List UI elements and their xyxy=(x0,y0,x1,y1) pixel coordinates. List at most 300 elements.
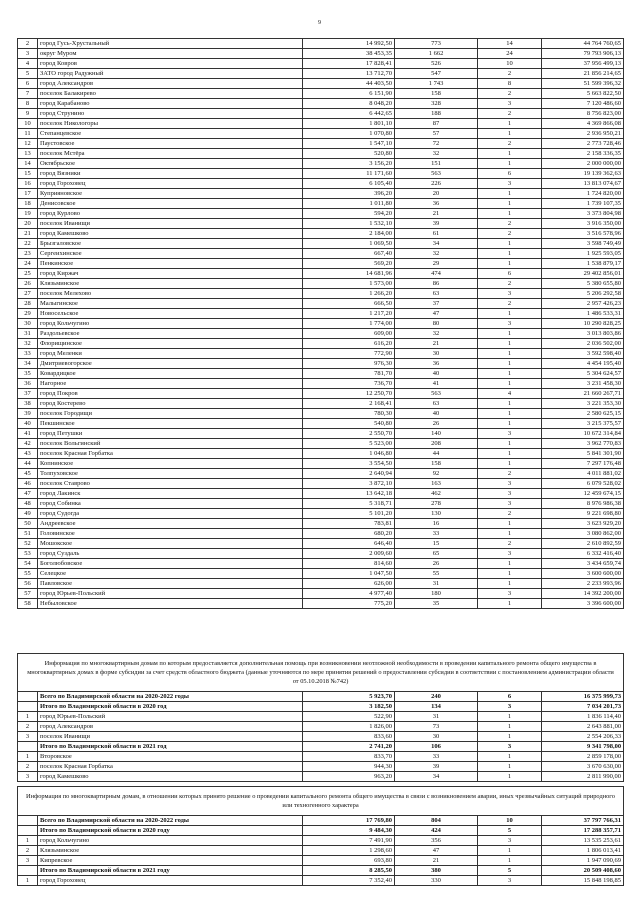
table-row xyxy=(18,692,624,702)
amount-value: 9 341 798,00 xyxy=(542,742,624,752)
municipality-name: Денисовское xyxy=(38,199,303,209)
buildings-count: 2 xyxy=(478,109,542,119)
row-number: 56 xyxy=(18,579,38,589)
buildings-count: 2 xyxy=(478,509,542,519)
row-number: 52 xyxy=(18,539,38,549)
buildings-count: 3 xyxy=(478,589,542,599)
area-value: 14 992,50 xyxy=(303,39,395,49)
row-number: 21 xyxy=(18,229,38,239)
municipality-name: поселок Мстёра xyxy=(38,149,303,159)
buildings-count: 1 xyxy=(478,119,542,129)
amount-value: 20 509 408,60 xyxy=(542,866,624,876)
residents-count: 163 xyxy=(395,479,478,489)
row-number: 20 xyxy=(18,219,38,229)
table-row xyxy=(18,299,624,309)
row-number: 58 xyxy=(18,599,38,609)
row-number: 33 xyxy=(18,349,38,359)
table-row xyxy=(18,429,624,439)
row-number: 55 xyxy=(18,569,38,579)
table-row xyxy=(18,539,624,549)
area-value: 17 769,80 xyxy=(303,816,395,826)
row-number: 23 xyxy=(18,249,38,259)
table-row xyxy=(18,549,624,559)
area-value: 8 285,50 xyxy=(303,866,395,876)
row-number: 50 xyxy=(18,519,38,529)
row-number: 24 xyxy=(18,259,38,269)
residents-count: 804 xyxy=(395,816,478,826)
municipality-name: Пекшинское xyxy=(38,419,303,429)
table-row xyxy=(18,399,624,409)
amount-value: 5 663 822,50 xyxy=(542,89,624,99)
municipality-name: поселок Никологоры xyxy=(38,119,303,129)
municipality-name: Итого по Владимирской области в 2021 году xyxy=(38,866,303,876)
amount-value: 3 434 659,74 xyxy=(542,559,624,569)
row-number: 54 xyxy=(18,559,38,569)
buildings-count: 6 xyxy=(478,169,542,179)
amount-value: 1 538 879,17 xyxy=(542,259,624,269)
table-row xyxy=(18,599,624,609)
row-number: 19 xyxy=(18,209,38,219)
buildings-count: 2 xyxy=(478,229,542,239)
table-row xyxy=(18,379,624,389)
municipality-name: поселок Иванищи xyxy=(38,732,303,742)
municipality-name: Октябрьское xyxy=(38,159,303,169)
buildings-count: 14 xyxy=(478,39,542,49)
area-value: 14 681,96 xyxy=(303,269,395,279)
municipality-name: Всего по Владимирской области на 2020-2022 годы xyxy=(38,692,303,702)
buildings-count: 1 xyxy=(478,159,542,169)
table-row xyxy=(18,309,624,319)
amount-value: 1 925 593,05 xyxy=(542,249,624,259)
table-row xyxy=(18,89,624,99)
area-value: 3 156,20 xyxy=(303,159,395,169)
area-value: 2 168,41 xyxy=(303,399,395,409)
table-row xyxy=(18,876,624,886)
municipality-name: поселок Ставрово xyxy=(38,479,303,489)
municipality-name: Куприяновское xyxy=(38,189,303,199)
area-value: 944,30 xyxy=(303,762,395,772)
area-value: 783,81 xyxy=(303,519,395,529)
row-number: 30 xyxy=(18,319,38,329)
area-value: 5 523,00 xyxy=(303,439,395,449)
area-value: 3 554,50 xyxy=(303,459,395,469)
municipality-name: Флорищинское xyxy=(38,339,303,349)
row-number: 1 xyxy=(18,712,38,722)
residents-count: 33 xyxy=(395,529,478,539)
amount-value: 17 288 357,71 xyxy=(542,826,624,836)
municipality-name: город Вязники xyxy=(38,169,303,179)
table-row xyxy=(18,762,624,772)
municipality-name: город Меленки xyxy=(38,349,303,359)
amount-value: 2 158 336,35 xyxy=(542,149,624,159)
buildings-count: 1 xyxy=(478,329,542,339)
area-value: 2 741,20 xyxy=(303,742,395,752)
residents-count: 16 xyxy=(395,519,478,529)
amount-value: 13 813 074,67 xyxy=(542,179,624,189)
residents-count: 63 xyxy=(395,399,478,409)
row-number: 14 xyxy=(18,159,38,169)
area-value: 736,70 xyxy=(303,379,395,389)
residents-count: 31 xyxy=(395,712,478,722)
residents-count: 35 xyxy=(395,599,478,609)
amount-value: 14 392 200,00 xyxy=(542,589,624,599)
table-row xyxy=(18,732,624,742)
table-row xyxy=(18,119,624,129)
municipality-name: город Струнино xyxy=(38,109,303,119)
amount-value: 10 290 828,25 xyxy=(542,319,624,329)
row-number: 10 xyxy=(18,119,38,129)
municipality-name: город Киржач xyxy=(38,269,303,279)
residents-count: 30 xyxy=(395,732,478,742)
area-value: 13 712,70 xyxy=(303,69,395,79)
area-value: 626,00 xyxy=(303,579,395,589)
row-number: 46 xyxy=(18,479,38,489)
buildings-count: 4 xyxy=(478,389,542,399)
buildings-count: 3 xyxy=(478,702,542,712)
amount-value: 4 011 881,02 xyxy=(542,469,624,479)
municipality-name: Небыловское xyxy=(38,599,303,609)
area-value: 5 101,20 xyxy=(303,509,395,519)
residents-count: 158 xyxy=(395,459,478,469)
table-row xyxy=(18,449,624,459)
municipality-name: город Камешково xyxy=(38,229,303,239)
row-number: 4 xyxy=(18,59,38,69)
table-row xyxy=(18,569,624,579)
residents-count: 773 xyxy=(395,39,478,49)
area-value: 3 182,50 xyxy=(303,702,395,712)
table-row xyxy=(18,856,624,866)
amount-value: 6 332 416,40 xyxy=(542,549,624,559)
residents-count: 34 xyxy=(395,239,478,249)
row-number: 9 xyxy=(18,109,38,119)
row-number: 3 xyxy=(18,49,38,59)
area-value: 814,60 xyxy=(303,559,395,569)
buildings-count: 2 xyxy=(478,89,542,99)
amount-value: 29 402 856,01 xyxy=(542,269,624,279)
area-value: 963,20 xyxy=(303,772,395,782)
area-value: 1 573,00 xyxy=(303,279,395,289)
amount-value: 2 580 625,15 xyxy=(542,409,624,419)
buildings-count: 3 xyxy=(478,319,542,329)
area-value: 1 217,20 xyxy=(303,309,395,319)
amount-value: 2 957 426,23 xyxy=(542,299,624,309)
buildings-count: 1 xyxy=(478,529,542,539)
amount-value: 2 610 892,59 xyxy=(542,539,624,549)
area-value: 2 550,70 xyxy=(303,429,395,439)
buildings-count: 2 xyxy=(478,219,542,229)
row-number: 17 xyxy=(18,189,38,199)
residents-count: 65 xyxy=(395,549,478,559)
municipality-name: Итого по Владимирской области в 2020 год xyxy=(38,702,303,712)
area-value: 2 640,94 xyxy=(303,469,395,479)
buildings-count: 6 xyxy=(478,269,542,279)
amount-value: 2 936 950,21 xyxy=(542,129,624,139)
residents-count: 55 xyxy=(395,569,478,579)
table-row xyxy=(18,319,624,329)
buildings-count: 1 xyxy=(478,149,542,159)
table-row xyxy=(18,179,624,189)
residents-count: 563 xyxy=(395,169,478,179)
municipality-name: Клязьминское xyxy=(38,279,303,289)
area-value: 5 318,71 xyxy=(303,499,395,509)
buildings-count: 3 xyxy=(478,289,542,299)
municipality-name: город Покров xyxy=(38,389,303,399)
residents-count: 47 xyxy=(395,846,478,856)
amount-value: 8 976 986,38 xyxy=(542,499,624,509)
row-number: 3 xyxy=(18,856,38,866)
row-number: 35 xyxy=(18,369,38,379)
area-value: 616,20 xyxy=(303,339,395,349)
amount-value: 3 600 600,00 xyxy=(542,569,624,579)
residents-count: 80 xyxy=(395,319,478,329)
area-value: 5 923,70 xyxy=(303,692,395,702)
area-value: 7 352,40 xyxy=(303,876,395,886)
residents-count: 30 xyxy=(395,349,478,359)
buildings-count: 1 xyxy=(478,559,542,569)
amount-value: 3 373 804,98 xyxy=(542,209,624,219)
residents-count: 158 xyxy=(395,89,478,99)
amount-value: 3 598 749,49 xyxy=(542,239,624,249)
buildings-count: 1 xyxy=(478,519,542,529)
row-number: 34 xyxy=(18,359,38,369)
area-value: 520,80 xyxy=(303,149,395,159)
table-row xyxy=(18,269,624,279)
municipality-name: поселок Мелехово xyxy=(38,289,303,299)
buildings-count: 1 xyxy=(478,569,542,579)
municipality-name: город Курлово xyxy=(38,209,303,219)
municipality-name: Всего по Владимирской области на 2020-2022 годы xyxy=(38,816,303,826)
municipality-name: Сергеихинское xyxy=(38,249,303,259)
area-value: 1 070,80 xyxy=(303,129,395,139)
table-row xyxy=(18,509,624,519)
row-number xyxy=(18,866,38,876)
buildings-count: 1 xyxy=(478,846,542,856)
buildings-count: 1 xyxy=(478,249,542,259)
table-row xyxy=(18,149,624,159)
area-value: 6 151,90 xyxy=(303,89,395,99)
residents-count: 21 xyxy=(395,856,478,866)
row-number: 53 xyxy=(18,549,38,559)
area-value: 833,70 xyxy=(303,752,395,762)
buildings-count: 1 xyxy=(478,722,542,732)
table-row xyxy=(18,469,624,479)
municipality-name: Второвское xyxy=(38,752,303,762)
table-row xyxy=(18,389,624,399)
row-number: 13 xyxy=(18,149,38,159)
residents-count: 563 xyxy=(395,389,478,399)
municipality-name: поселок Балакирево xyxy=(38,89,303,99)
amount-value: 2 859 178,00 xyxy=(542,752,624,762)
area-value: 569,20 xyxy=(303,259,395,269)
row-number: 1 xyxy=(18,876,38,886)
residents-count: 330 xyxy=(395,876,478,886)
area-value: 680,20 xyxy=(303,529,395,539)
row-number: 41 xyxy=(18,429,38,439)
municipality-name: город Костерево xyxy=(38,399,303,409)
municipality-name: город Суздаль xyxy=(38,549,303,559)
amount-value: 1 739 107,35 xyxy=(542,199,624,209)
amount-value: 79 793 906,13 xyxy=(542,49,624,59)
area-value: 7 491,90 xyxy=(303,836,395,846)
municipality-name: город Гороховец xyxy=(38,179,303,189)
area-value: 3 872,10 xyxy=(303,479,395,489)
municipality-name: Кипревское xyxy=(38,856,303,866)
residents-count: 87 xyxy=(395,119,478,129)
buildings-count: 1 xyxy=(478,459,542,469)
row-number: 51 xyxy=(18,529,38,539)
area-value: 2 009,60 xyxy=(303,549,395,559)
residents-count: 526 xyxy=(395,59,478,69)
amount-value: 2 643 881,00 xyxy=(542,722,624,732)
municipality-name: поселок Красная Горбатка xyxy=(38,449,303,459)
row-number: 12 xyxy=(18,139,38,149)
table-row xyxy=(18,519,624,529)
area-value: 833,60 xyxy=(303,732,395,742)
buildings-count: 1 xyxy=(478,259,542,269)
buildings-count: 3 xyxy=(478,489,542,499)
table-row xyxy=(18,289,624,299)
table-row xyxy=(18,722,624,732)
emergency-repair-table xyxy=(17,786,624,886)
amount-value: 16 375 999,73 xyxy=(542,692,624,702)
municipality-name: город Петушки xyxy=(38,429,303,439)
row-number: 1 xyxy=(18,752,38,762)
amount-value: 3 231 458,30 xyxy=(542,379,624,389)
table-row xyxy=(18,826,624,836)
municipality-name: Селецкое xyxy=(38,569,303,579)
area-value: 780,30 xyxy=(303,409,395,419)
area-value: 1 266,20 xyxy=(303,289,395,299)
area-value: 775,20 xyxy=(303,599,395,609)
residents-count: 37 xyxy=(395,299,478,309)
municipality-name: ЗАТО город Радужный xyxy=(38,69,303,79)
row-number: 16 xyxy=(18,179,38,189)
buildings-count: 1 xyxy=(478,349,542,359)
row-number: 5 xyxy=(18,69,38,79)
area-value: 8 048,20 xyxy=(303,99,395,109)
row-number: 39 xyxy=(18,409,38,419)
table-row xyxy=(18,702,624,712)
table-row xyxy=(18,249,624,259)
residents-count: 15 xyxy=(395,539,478,549)
table-row xyxy=(18,459,624,469)
municipality-name: Паустовское xyxy=(38,139,303,149)
residents-count: 34 xyxy=(395,772,478,782)
residents-count: 20 xyxy=(395,189,478,199)
area-value: 1 547,10 xyxy=(303,139,395,149)
residents-count: 547 xyxy=(395,69,478,79)
row-number: 48 xyxy=(18,499,38,509)
page-number: 9 xyxy=(318,20,321,26)
additional-aid-table xyxy=(17,653,624,782)
residents-count: 1 662 xyxy=(395,49,478,59)
residents-count: 39 xyxy=(395,219,478,229)
amount-value: 2 036 502,00 xyxy=(542,339,624,349)
amount-value: 3 080 862,00 xyxy=(542,529,624,539)
municipality-name: поселок Вольгинский xyxy=(38,439,303,449)
residents-count: 21 xyxy=(395,209,478,219)
table-row xyxy=(18,579,624,589)
buildings-count: 1 xyxy=(478,419,542,429)
municipality-name: город Лакинск xyxy=(38,489,303,499)
table-row xyxy=(18,529,624,539)
residents-count: 72 xyxy=(395,139,478,149)
amount-value: 3 916 350,00 xyxy=(542,219,624,229)
amount-value: 3 670 630,00 xyxy=(542,762,624,772)
buildings-count: 8 xyxy=(478,79,542,89)
amount-value: 2 000 000,00 xyxy=(542,159,624,169)
residents-count: 26 xyxy=(395,559,478,569)
amount-value: 1 836 114,40 xyxy=(542,712,624,722)
amount-value: 3 221 353,30 xyxy=(542,399,624,409)
buildings-count: 1 xyxy=(478,599,542,609)
amount-value: 3 013 803,86 xyxy=(542,329,624,339)
buildings-count: 1 xyxy=(478,856,542,866)
residents-count: 86 xyxy=(395,279,478,289)
area-value: 540,80 xyxy=(303,419,395,429)
table-row xyxy=(18,752,624,762)
row-number: 11 xyxy=(18,129,38,139)
table-row xyxy=(18,479,624,489)
table-row xyxy=(18,846,624,856)
buildings-count: 1 xyxy=(478,439,542,449)
row-number: 45 xyxy=(18,469,38,479)
emergency-repair-note: Информация по многоквартирным домам, в отношении которых принято решение о проведении капитального ремонта общего имущества в связи с возникновением аварии, иных чрезвычайных ситуаций природного или техногенного характера xyxy=(18,787,624,816)
row-number: 18 xyxy=(18,199,38,209)
buildings-count: 1 xyxy=(478,379,542,389)
municipality-name: город Кольчугино xyxy=(38,836,303,846)
buildings-count: 2 xyxy=(478,139,542,149)
area-value: 1 046,80 xyxy=(303,449,395,459)
row-number: 57 xyxy=(18,589,38,599)
buildings-count: 1 xyxy=(478,772,542,782)
amount-value: 5 841 301,90 xyxy=(542,449,624,459)
buildings-count: 3 xyxy=(478,179,542,189)
buildings-count: 1 xyxy=(478,752,542,762)
residents-count: 140 xyxy=(395,429,478,439)
row-number: 3 xyxy=(18,732,38,742)
municipality-name: Мошокское xyxy=(38,539,303,549)
municipality-name: город Гусь-Хрустальный xyxy=(38,39,303,49)
amount-value: 2 233 993,96 xyxy=(542,579,624,589)
residents-count: 40 xyxy=(395,369,478,379)
row-number: 44 xyxy=(18,459,38,469)
buildings-count: 5 xyxy=(478,826,542,836)
row-number: 25 xyxy=(18,269,38,279)
residents-count: 47 xyxy=(395,309,478,319)
row-number: 38 xyxy=(18,399,38,409)
amount-value: 1 486 533,31 xyxy=(542,309,624,319)
buildings-count: 10 xyxy=(478,816,542,826)
buildings-count: 1 xyxy=(478,309,542,319)
row-number: 32 xyxy=(18,339,38,349)
buildings-count: 1 xyxy=(478,579,542,589)
buildings-count: 5 xyxy=(478,866,542,876)
area-value: 17 828,41 xyxy=(303,59,395,69)
buildings-count: 1 xyxy=(478,712,542,722)
row-number xyxy=(18,742,38,752)
municipality-name: город Александров xyxy=(38,722,303,732)
row-number: 1 xyxy=(18,836,38,846)
municipality-name: Головинское xyxy=(38,529,303,539)
residents-count: 36 xyxy=(395,199,478,209)
table-row xyxy=(18,239,624,249)
residents-count: 134 xyxy=(395,702,478,712)
amount-value: 5 206 292,58 xyxy=(542,289,624,299)
buildings-count: 1 xyxy=(478,129,542,139)
table-row xyxy=(18,836,624,846)
residents-count: 226 xyxy=(395,179,478,189)
